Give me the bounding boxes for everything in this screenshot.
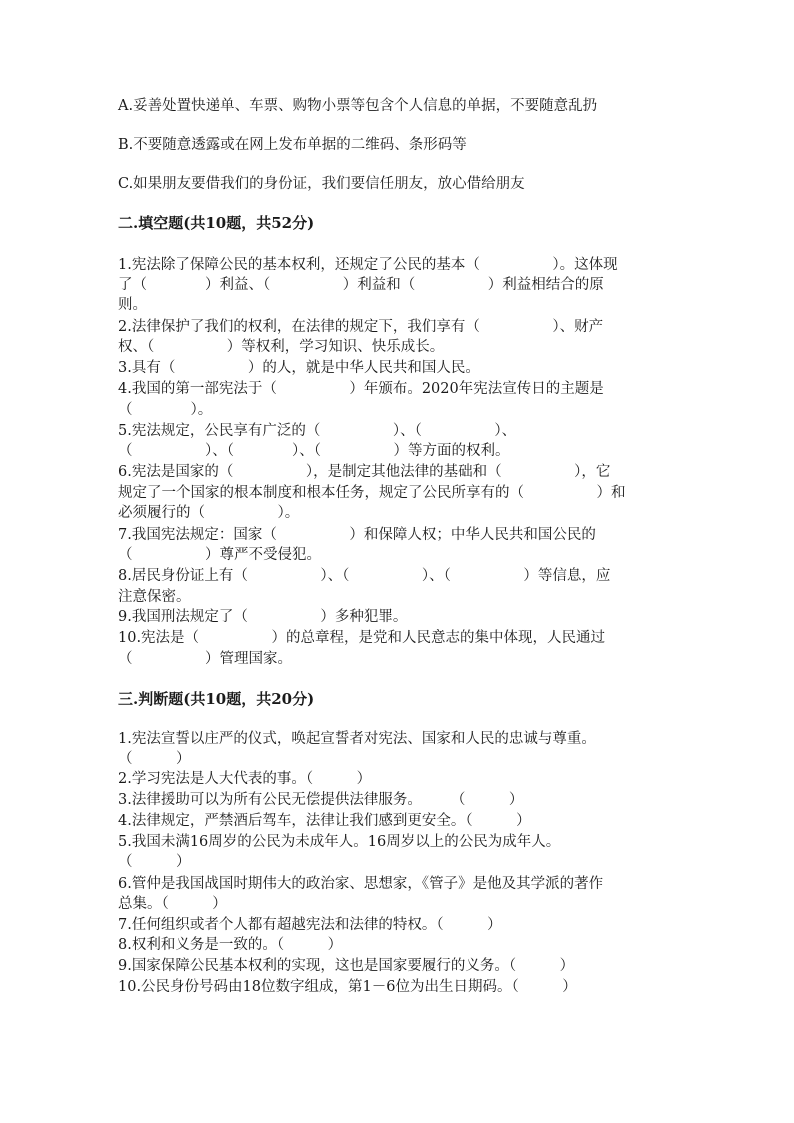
fill-line: 6.宪法是国家的（ ），是制定其他法律的基础和（ ），它 [118,464,611,480]
option-c: C.如果朋友要借我们的身份证，我们要信任朋友，放心借给朋友 [118,176,525,192]
fill-line: 则。 [118,297,147,313]
fill-line: 权、（ ）等权利，学习知识、快乐成长。 [118,339,445,355]
judge-line: 3.法律援助可以为所有公民无偿提供法律服务。 （ ） [118,792,524,808]
judge-line: 4.法律规定，严禁酒后驾车，法律让我们感到更安全。（ ） [118,813,531,829]
judge-line: 9.国家保障公民基本权利的实现，这也是国家要履行的义务。（ ） [118,958,575,974]
fill-line: 规定了一个国家的根本制度和根本任务，规定了公民所享有的（ ）和 [118,485,626,501]
fill-line: （ ）尊严不受侵犯。 [118,547,321,563]
fill-line: （ ）管理国家。 [118,651,292,667]
fill-line: （ ）。 [118,402,213,418]
section-title-true-false: 三.判断题(共10题，共20分) [118,690,315,708]
fill-line: 7.我国宪法规定：国家（ ）和保障人权；中华人民共和国公民的 [118,527,596,543]
judge-line: 8.权利和义务是一致的。（ ） [118,937,343,953]
fill-line: 10.宪法是（ ）的总章程，是党和人民意志的集中体现，人民通过 [118,630,606,646]
fill-line: 5.宪法规定，公民享有广泛的（ ）、（ ）、 [118,423,517,439]
fill-line: 了（ ）利益、（ ）利益和（ ）利益相结合的原 [118,277,604,293]
judge-line: （ ） [118,854,191,870]
judge-line: 2.学习宪法是人大代表的事。（ ） [118,771,372,787]
option-b: B.不要随意透露或在网上发布单据的二维码、条形码等 [118,137,467,153]
judge-line: 6.管仲是我国战国时期伟大的政治家、思想家，《管子》是他及其学派的著作 [118,876,604,892]
fill-line: 2.法律保护了我们的权利，在法律的规定下，我们享有（ ）、财产 [118,319,604,335]
fill-line: 9.我国刑法规定了（ ）多种犯罪。 [118,609,408,625]
fill-line: 必须履行的（ ）。 [118,505,300,521]
section-title-fill-blank: 二.填空题(共10题，共52分) [118,214,315,232]
fill-line: 1.宪法除了保障公民的基本权利，还规定了公民的基本（ ）。这体现 [118,257,618,273]
judge-line: 总集。（ ） [118,896,227,912]
judge-line: 1.宪法宣誓以庄严的仪式，唤起宣誓者对宪法、国家和人民的忠诚与尊重。 [118,731,596,747]
judge-line: 5.我国未满16周岁的公民为未成年人。16周岁以上的公民为成年人。 [118,834,561,850]
fill-line: 4.我国的第一部宪法于（ ）年颁布。2020年宪法宣传日的主题是 [118,381,604,397]
fill-line: 8.居民身份证上有（ ）、（ ）、（ ）等信息，应 [118,568,611,584]
judge-line: （ ） [118,751,191,767]
fill-line: 3.具有（ ）的人，就是中华人民共和国人民。 [118,360,480,376]
fill-line: （ ）、（ ）、（ ）等方面的权利。 [118,443,510,459]
fill-line: 注意保密。 [118,589,191,605]
judge-line: 7.任何组织或者个人都有超越宪法和法律的特权。（ ） [118,917,502,933]
judge-line: 10.公民身份号码由18位数字组成，第1－6位为出生日期码。（ ） [118,979,577,995]
option-a: A.妥善处置快递单、车票、购物小票等包含个人信息的单据，不要随意乱扔 [118,98,598,114]
